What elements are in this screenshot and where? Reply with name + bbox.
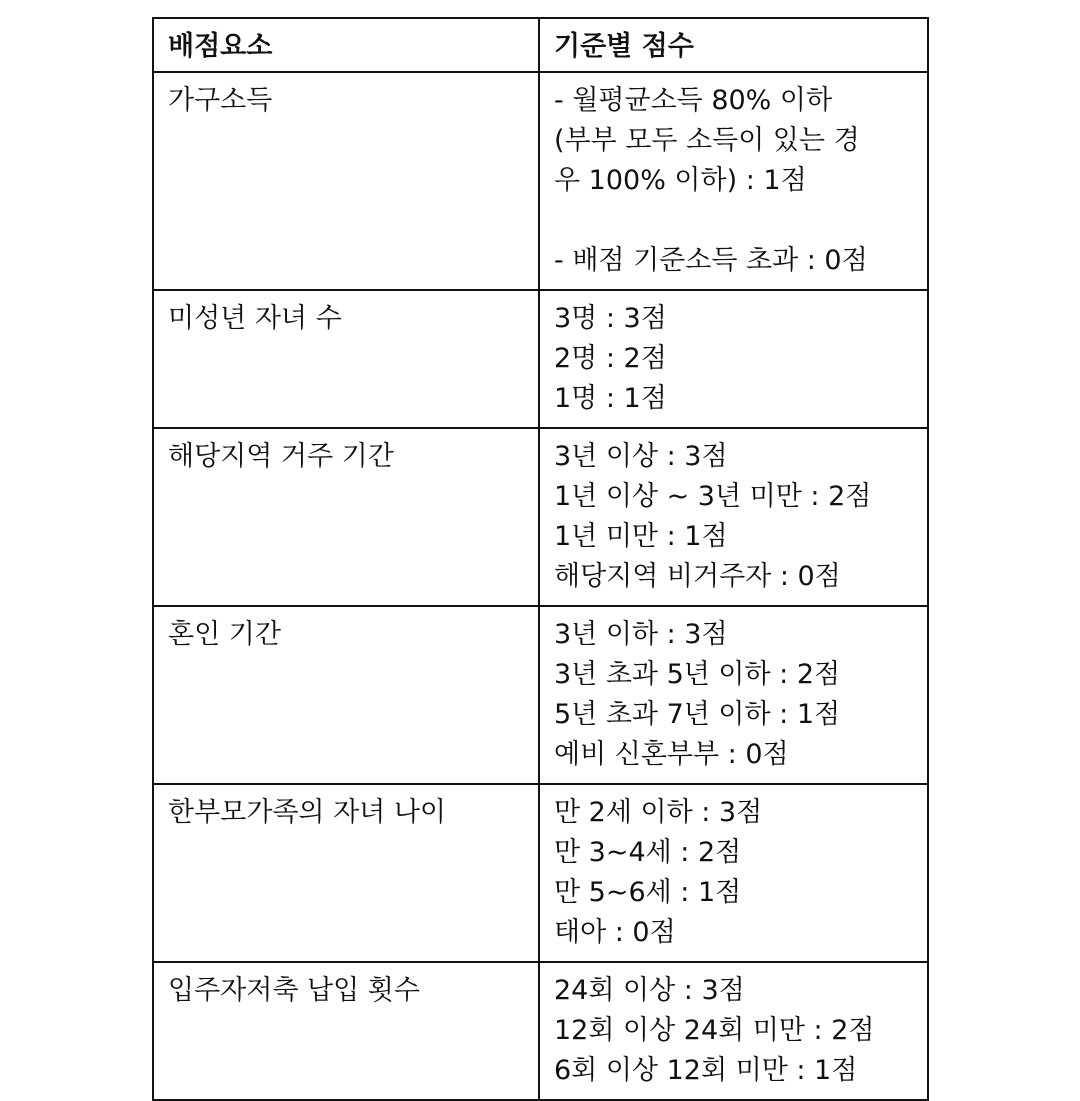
- criteria-line: 3년 초과 5년 이하 : 2점: [554, 659, 841, 690]
- criteria-line: 3년 이상 : 3점: [554, 441, 728, 472]
- criteria-line: 24회 이상 : 3점: [554, 975, 745, 1006]
- criteria-line: 1년 이상 ~ 3년 미만 : 2점: [554, 481, 872, 512]
- criteria-line: 12회 이상 24회 미만 : 2점: [554, 1015, 875, 1046]
- criteria-line: 예비 신혼부부 : 0점: [554, 739, 789, 770]
- criteria-line: 5년 초과 7년 이하 : 1점: [554, 699, 841, 730]
- table-row: [153, 606, 928, 784]
- criteria-line: 1년 미만 : 1점: [554, 521, 728, 552]
- table-header-row: [153, 18, 928, 72]
- criteria-line: 6회 이상 12회 미만 : 1점: [554, 1055, 858, 1086]
- table-row: [153, 428, 928, 606]
- table-row: [153, 784, 928, 962]
- factor-cell: 한부모가족의 자녀 나이: [153, 784, 539, 962]
- criteria-line: 3년 이하 : 3점: [554, 619, 728, 650]
- criteria-line: - 월평균소득 80% 이하: [554, 85, 833, 116]
- table-row: [153, 962, 928, 1100]
- criteria-line: 2명 : 2점: [554, 343, 667, 374]
- criteria-cell: [539, 290, 928, 428]
- score-criteria-table: [152, 17, 929, 1101]
- factor-cell: 입주자저축 납입 횟수: [153, 962, 539, 1100]
- criteria-cell: [539, 606, 928, 784]
- criteria-line: 만 2세 이하 : 3점: [554, 797, 763, 828]
- factor-cell: 미성년 자녀 수: [153, 290, 539, 428]
- table-row: [153, 290, 928, 428]
- criteria-cell: [539, 784, 928, 962]
- criteria-line: - 배점 기준소득 초과 : 0점: [554, 245, 868, 276]
- criteria-cell: [539, 428, 928, 606]
- criteria-line: 1명 : 1점: [554, 383, 667, 414]
- criteria-line: (부부 모두 소득이 있는 경: [554, 125, 860, 156]
- criteria-cell: [539, 72, 928, 290]
- criteria-line: 만 3~4세 : 2점: [554, 837, 742, 868]
- criteria-line: 해당지역 비거주자 : 0점: [554, 561, 841, 592]
- criteria-spacer: [554, 201, 913, 241]
- criteria-line: 3명 : 3점: [554, 303, 667, 334]
- factor-cell: 가구소득: [153, 72, 539, 290]
- table-row: [153, 72, 928, 290]
- criteria-line: 만 5~6세 : 1점: [554, 877, 742, 908]
- criteria-line: 태아 : 0점: [554, 917, 676, 948]
- criteria-line: 우 100% 이하) : 1점: [554, 165, 807, 196]
- factor-cell: 해당지역 거주 기간: [153, 428, 539, 606]
- header-criteria: 기준별 점수: [539, 18, 928, 72]
- criteria-cell: [539, 962, 928, 1100]
- factor-cell: 혼인 기간: [153, 606, 539, 784]
- header-factor: 배점요소: [153, 18, 539, 72]
